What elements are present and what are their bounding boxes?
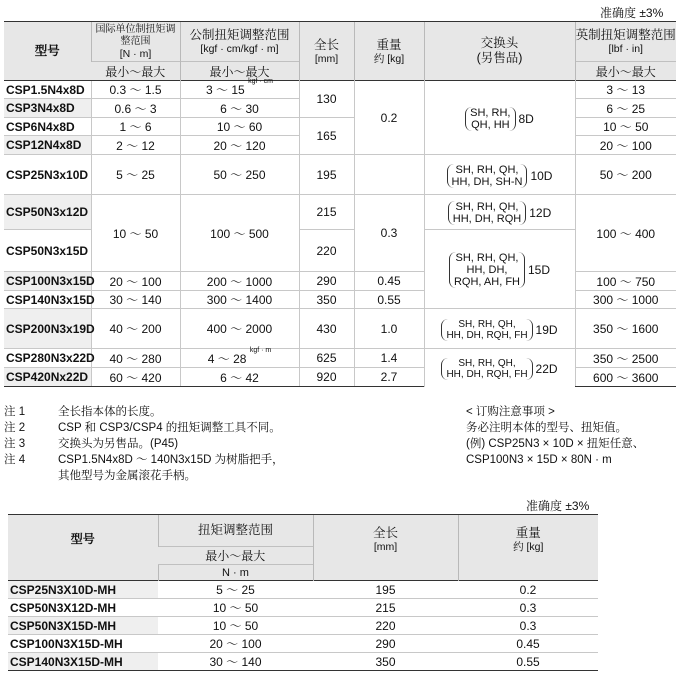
model-cell: CSP100N3x15D xyxy=(4,272,91,291)
metric-cell: 50 ～ 250 xyxy=(180,155,299,195)
weight-cell xyxy=(354,155,424,195)
length-cell: 920 xyxy=(299,368,354,387)
table-row xyxy=(8,617,598,635)
table-row xyxy=(8,653,598,671)
imperial-cell: 600 ～ 3600 xyxy=(575,368,676,387)
table-row xyxy=(8,635,598,653)
adapter-cell: SH, RH, QH, HH, DH, RQH, FH 22D xyxy=(424,349,575,387)
length-cell: 350 xyxy=(299,291,354,309)
metric-cell: 300 ～ 1400 xyxy=(180,291,299,309)
header-imperial-minmax: 最小～最大 xyxy=(575,62,676,81)
metric-cell: 20 ～ 120 xyxy=(180,136,299,155)
note-line: 注 3 交换头为另售品。(P45) xyxy=(4,438,179,450)
weight-cell: 0.45 xyxy=(458,635,598,653)
weight-cell: 0.2 xyxy=(458,581,598,599)
weight-cell: 0.45 xyxy=(354,272,424,291)
range-cell: 10 ～ 50 xyxy=(158,599,313,617)
weight-cell: 0.3 xyxy=(354,195,424,272)
header-imperial-range: 英制扭矩调整范围 [lbf · in] xyxy=(575,22,676,62)
metric-cell: 3 ～ 15 $^{kgf \cdot cm}$ xyxy=(180,81,299,99)
length-cell: 195 xyxy=(299,155,354,195)
length-cell: 195 xyxy=(313,581,458,599)
weight-cell: 0.55 xyxy=(458,653,598,671)
model-cell: CSP280N3x22D xyxy=(4,349,91,368)
si-cell: 60 ～ 420 xyxy=(91,368,180,387)
imperial-cell: 350 ～ 1600 xyxy=(575,309,676,349)
order-notes-line: (例) CSP25N3 × 10D × 扭矩任意、 xyxy=(466,438,645,450)
model-cell: CSP50N3X15D-MH xyxy=(8,617,158,635)
spec-table xyxy=(4,21,676,387)
header-si-minmax: 最小～最大 xyxy=(91,62,180,81)
model-cell: CSP200N3x19D xyxy=(4,309,91,349)
header-metric-range: 公制扭矩调整范围 [kgf · cm/kgf · m] xyxy=(180,22,299,62)
model-cell: CSP140N3x15D xyxy=(6,292,95,307)
note-line: 注 1 全长指本体的长度。 xyxy=(4,406,162,418)
si-cell: 40 ～ 280 xyxy=(91,349,180,368)
imperial-cell: 350 ～ 2500 xyxy=(575,349,676,368)
range-cell: 5 ～ 25 xyxy=(158,581,313,599)
header-metric-minmax: 最小～最大 xyxy=(180,62,299,81)
si-cell: 0.3 ～ 1.5 xyxy=(91,81,180,99)
header-length: 全长 [mm] xyxy=(299,22,354,81)
metric-cell: 4 ～ 28 $^{kgf \cdot m}$ xyxy=(180,349,299,368)
model-cell: CSP1.5N4x8D xyxy=(4,81,91,99)
model-cell: CSP50N3X12D-MH xyxy=(8,599,158,617)
imperial-cell: 6 ～ 25 xyxy=(575,99,676,118)
weight-cell: 2.7 xyxy=(354,368,424,387)
imperial-cell: 100 ～ 750 xyxy=(575,272,676,291)
model-cell: CSP3N4x8D xyxy=(4,99,91,118)
accuracy-label: 准确度 ±3% xyxy=(600,6,664,20)
model-cell: CSP6N4x8D xyxy=(4,118,91,136)
note-line: 其他型号为金属滚花手柄。 xyxy=(58,470,196,482)
imperial-cell: 3 ～ 13 xyxy=(575,81,676,99)
model-cell: CSP12N4x8D xyxy=(4,136,91,155)
model-cell: CSP50N3x12D xyxy=(4,195,91,230)
length-cell: 430 xyxy=(299,309,354,349)
header-adapter: 交换头 (另售品) xyxy=(424,22,575,81)
table-row xyxy=(8,599,598,617)
weight-cell: 0.55 xyxy=(354,291,424,309)
length-cell: 625 xyxy=(299,349,354,368)
imperial-cell: 20 ～ 100 xyxy=(575,136,676,155)
adapter-cell: SH, RH, QH, HH, DH, RQH, AH, FH 15D xyxy=(424,230,575,309)
range-cell: 30 ～ 140 xyxy=(158,653,313,671)
order-notes-line: CSP100N3 × 15D × 80N · m xyxy=(466,454,612,466)
model-cell: CSP25N3X10D-MH xyxy=(8,581,158,599)
model-cell: CSP50N3x15D xyxy=(4,230,91,272)
adapter-cell: SH, RH, QH, HH, DH, RQH 12D xyxy=(424,195,575,230)
si-cell: 30 ～ 140 xyxy=(91,291,180,309)
weight-cell: 0.3 xyxy=(458,617,598,635)
weight-cell: 0.2 xyxy=(354,81,424,155)
imperial-cell: 10 ～ 50 xyxy=(575,118,676,136)
order-notes-line: 务必注明本体的型号、扭矩值。 xyxy=(466,422,627,434)
si-cell: 20 ～ 100 xyxy=(91,272,180,291)
si-cell: 1 ～ 6 xyxy=(91,118,180,136)
order-notes xyxy=(466,404,644,468)
si-cell: 10 ～ 50 xyxy=(91,195,180,272)
header-range: 扭矩调整范围 xyxy=(158,515,313,547)
header-model: 型号 xyxy=(8,515,158,565)
header-minmax: 最小～最大 xyxy=(158,547,313,565)
header-model: 型号 xyxy=(4,22,91,81)
adapter-cell: SH, RH, QH, HH 8D xyxy=(424,81,575,155)
weight-cell: 1.0 xyxy=(354,309,424,349)
length-cell: 350 xyxy=(313,653,458,671)
metric-cell: 200 ～ 1000 xyxy=(180,272,299,291)
order-notes-title: < 订购注意事项 > xyxy=(466,406,555,418)
mh-spec-table xyxy=(8,514,598,671)
note-line: 注 2 CSP 和 CSP3/CSP4 的扭矩调整工具不同。 xyxy=(4,422,281,434)
imperial-cell: 50 ～ 200 xyxy=(575,155,676,195)
length-cell: 220 xyxy=(313,617,458,635)
si-cell: 0.6 ～ 3 xyxy=(91,99,180,118)
length-cell: 290 xyxy=(299,272,354,291)
length-cell: 215 xyxy=(299,195,354,230)
model-cell: CSP100N3X15D-MH xyxy=(8,635,158,653)
metric-cell: 400 ～ 2000 xyxy=(180,309,299,349)
metric-cell: 100 ～ 500 xyxy=(180,195,299,272)
imperial-cell: 100 ～ 400 xyxy=(575,195,676,272)
si-cell: 2 ～ 12 xyxy=(91,136,180,155)
metric-cell: 6 ～ 42 xyxy=(180,368,299,387)
length-cell: 220 xyxy=(299,230,354,272)
accuracy-label-2: 准确度 ±3% xyxy=(526,499,590,513)
range-cell: 20 ～ 100 xyxy=(158,635,313,653)
header-si-range: 国际单位制扭矩调整范围 [N · m] xyxy=(91,22,180,62)
model-cell: CSP140N3X15D-MH xyxy=(8,653,158,671)
note-line: 注 4 CSP1.5N4x8D ～ 140N3x15D 为树脂把手， xyxy=(4,454,284,466)
adapter-cell: SH, RH, QH, HH, DH, SH-N 10D xyxy=(424,155,575,195)
length-cell: 165 xyxy=(299,118,354,155)
imperial-cell: 300 ～ 1000 xyxy=(575,291,676,309)
metric-cell: 6 ～ 30 xyxy=(180,99,299,118)
si-cell: 5 ～ 25 xyxy=(91,155,180,195)
si-cell: 40 ～ 200 xyxy=(91,309,180,349)
length-cell: 215 xyxy=(313,599,458,617)
model-cell: CSP420Nx22D xyxy=(4,368,91,387)
model-cell: CSP25N3x10D xyxy=(4,155,91,195)
notes xyxy=(4,404,284,484)
length-cell: 130 xyxy=(299,81,354,118)
header-length: 全长 [mm] xyxy=(313,515,458,565)
header-weight: 重量 约 [kg] xyxy=(354,22,424,81)
weight-cell: 0.3 xyxy=(458,599,598,617)
length-cell: 290 xyxy=(313,635,458,653)
header-weight: 重量 约 [kg] xyxy=(458,515,598,565)
range-cell: 10 ～ 50 xyxy=(158,617,313,635)
table-row xyxy=(8,581,598,599)
header-unit: N · m xyxy=(158,565,313,581)
weight-cell: 1.4 xyxy=(354,349,424,368)
metric-cell: 10 ～ 60 xyxy=(180,118,299,136)
adapter-cell: SH, RH, QH, HH, DH, RQH, FH 19D xyxy=(424,309,575,349)
